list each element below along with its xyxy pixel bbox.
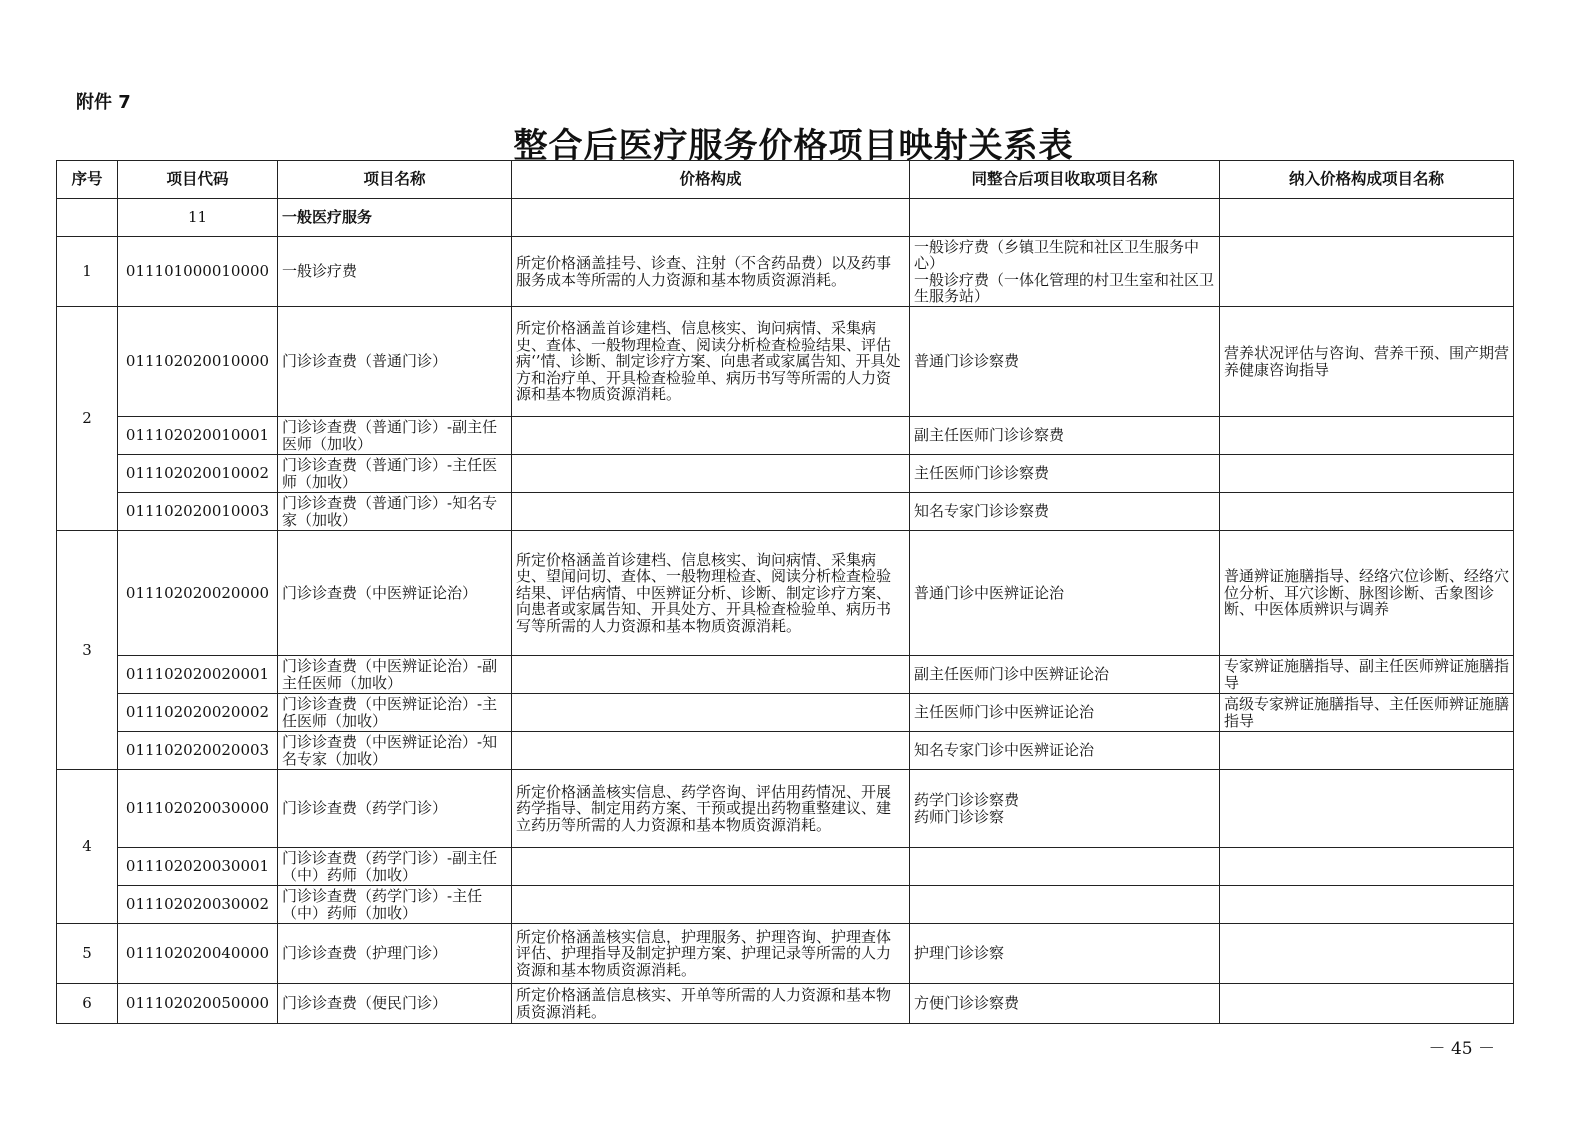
row-composition: 所定价格涵盖挂号、诊查、注射（不含药品费）以及药事服务成本等所需的人力资源和基本物质资源消耗。: [512, 237, 910, 307]
row-name: 门诊诊查费（中医辨证论治）-副主任医师（加收）: [278, 656, 512, 694]
row-composition: [512, 656, 910, 694]
table-row: [57, 307, 1514, 417]
row-code: 011102020040000: [118, 924, 278, 984]
row-included: 普通辨证施膳指导、经络穴位诊断、经络穴位分析、耳穴诊断、脉图诊断、舌象图诊断、中医体质辨识与调养: [1220, 531, 1514, 656]
table-row: [57, 886, 1514, 924]
row-name: 门诊诊查费（中医辨证论治）-知名专家（加收）: [278, 732, 512, 770]
row-code: 011102020010000: [118, 307, 278, 417]
attachment-label: 附件 7: [76, 92, 131, 113]
row-code: 011102020020003: [118, 732, 278, 770]
row-name: 门诊诊查费（护理门诊）: [278, 924, 512, 984]
table-row: [57, 924, 1514, 984]
table-cell: [512, 199, 910, 237]
row-same-name: 护理门诊诊察: [910, 924, 1220, 984]
col-header-name: 项目名称: [278, 161, 512, 199]
table-row: [57, 770, 1514, 848]
row-composition: [512, 455, 910, 493]
row-composition: 所定价格涵盖信息核实、开单等所需的人力资源和基本物质资源消耗。: [512, 984, 910, 1024]
row-code: 011102020010001: [118, 417, 278, 455]
row-same-name: 副主任医师门诊诊察费: [910, 417, 1220, 455]
row-code: 011102020030001: [118, 848, 278, 886]
row-seq: 3: [57, 531, 118, 770]
table-cell: [1220, 199, 1514, 237]
row-included: [1220, 984, 1514, 1024]
table-cell: [910, 199, 1220, 237]
row-same-name: 普通门诊诊察费: [910, 307, 1220, 417]
row-included: 高级专家辨证施膳指导、主任医师辨证施膳指导: [1220, 694, 1514, 732]
row-seq: 2: [57, 307, 118, 531]
col-header-composition: 价格构成: [512, 161, 910, 199]
col-header-seq: 序号: [57, 161, 118, 199]
row-composition: [512, 848, 910, 886]
row-code: 011102020020001: [118, 656, 278, 694]
row-code: 011102020020000: [118, 531, 278, 656]
row-name: 门诊诊查费（普通门诊）: [278, 307, 512, 417]
row-name: 门诊诊查费（便民门诊）: [278, 984, 512, 1024]
row-same-name: 普通门诊中医辨证论治: [910, 531, 1220, 656]
row-name: 门诊诊查费（普通门诊）-主任医师（加收）: [278, 455, 512, 493]
row-name: 门诊诊查费（中医辨证论治）: [278, 531, 512, 656]
row-seq: 6: [57, 984, 118, 1024]
row-code: 011102020030000: [118, 770, 278, 848]
category-name: 一般医疗服务: [278, 199, 512, 237]
row-composition: [512, 886, 910, 924]
row-composition: [512, 493, 910, 531]
row-included: [1220, 237, 1514, 307]
row-composition: [512, 417, 910, 455]
col-header-included: 纳入价格构成项目名称: [1220, 161, 1514, 199]
page-title: 整合后医疗服务价格项目映射关系表: [513, 126, 1074, 166]
col-header-code: 项目代码: [118, 161, 278, 199]
row-seq: 1: [57, 237, 118, 307]
row-name: 门诊诊查费（普通门诊）-副主任医师（加收）: [278, 417, 512, 455]
table-header-row: [57, 161, 1514, 199]
row-included: [1220, 493, 1514, 531]
row-code: 011102020010002: [118, 455, 278, 493]
row-included: 专家辨证施膳指导、副主任医师辨证施膳指导: [1220, 656, 1514, 694]
row-code: 011102020010003: [118, 493, 278, 531]
table-row: [57, 694, 1514, 732]
table-row: [57, 417, 1514, 455]
table-row: [57, 531, 1514, 656]
row-code: 011102020020002: [118, 694, 278, 732]
row-same-name: [910, 848, 1220, 886]
table-row: [57, 455, 1514, 493]
row-name: 门诊诊查费（普通门诊）-知名专家（加收）: [278, 493, 512, 531]
mapping-table: [56, 160, 1514, 1024]
table-row: [57, 848, 1514, 886]
row-same-name: 副主任医师门诊中医辨证论治: [910, 656, 1220, 694]
row-same-name: 知名专家门诊诊察费: [910, 493, 1220, 531]
page-number: － 45 －: [1428, 1039, 1495, 1059]
row-included: [1220, 886, 1514, 924]
row-name: 门诊诊查费（中医辨证论治）-主任医师（加收）: [278, 694, 512, 732]
row-included: 营养状况评估与咨询、营养干预、围产期营养健康咨询指导: [1220, 307, 1514, 417]
row-included: [1220, 417, 1514, 455]
row-same-name: 一般诊疗费（乡镇卫生院和社区卫生服务中心） 一般诊疗费（一体化管理的村卫生室和社区卫生服务站）: [910, 237, 1220, 307]
row-name: 门诊诊查费（药学门诊）-主任（中）药师（加收）: [278, 886, 512, 924]
row-code: 011101000010000: [118, 237, 278, 307]
row-composition: 所定价格涵盖首诊建档、信息核实、询问病情、采集病史、望闻问切、查体、一般物理检查、阅读分析检查检验结果、评估病情、中医辨证分析、诊断、制定诊疗方案、向患者或家属告知、开具处方、开具检查检验单、病历书写等所需的人力资源和基本物质资源消耗。: [512, 531, 910, 656]
row-included: [1220, 770, 1514, 848]
row-name: 一般诊疗费: [278, 237, 512, 307]
row-included: [1220, 732, 1514, 770]
row-same-name: 主任医师门诊诊察费: [910, 455, 1220, 493]
row-same-name: 主任医师门诊中医辨证论治: [910, 694, 1220, 732]
row-seq: 5: [57, 924, 118, 984]
col-header-same-name: 同整合后项目收取项目名称: [910, 161, 1220, 199]
table-row: [57, 656, 1514, 694]
row-included: [1220, 848, 1514, 886]
category-row: [57, 199, 1514, 237]
row-same-name: 知名专家门诊中医辨证论治: [910, 732, 1220, 770]
table-cell: [57, 199, 118, 237]
table-row: [57, 732, 1514, 770]
table-row: [57, 237, 1514, 307]
row-composition: 所定价格涵盖首诊建档、信息核实、询问病情、采集病史、查体、一般物理检查、阅读分析检查检验结果、评估病‘’情、诊断、制定诊疗方案、向患者或家属告知、开具处方和治疗单、开具检查检验单、病历书写等所需的人力资源和基本物质资源消耗。: [512, 307, 910, 417]
row-composition: [512, 732, 910, 770]
table-row: [57, 984, 1514, 1024]
row-composition: 所定价格涵盖核实信息、药学咨询、评估用药情况、开展药学指导、制定用药方案、干预或提出药物重整建议、建立药历等所需的人力资源和基本物质资源消耗。: [512, 770, 910, 848]
row-same-name: [910, 886, 1220, 924]
row-same-name: 药学门诊诊察费 药师门诊诊察: [910, 770, 1220, 848]
row-code: 011102020030002: [118, 886, 278, 924]
row-same-name: 方便门诊诊察费: [910, 984, 1220, 1024]
row-composition: 所定价格涵盖核实信息，护理服务、护理咨询、护理查体评估、护理指导及制定护理方案、护理记录等所需的人力资源和基本物质资源消耗。: [512, 924, 910, 984]
row-code: 011102020050000: [118, 984, 278, 1024]
row-included: [1220, 924, 1514, 984]
row-name: 门诊诊查费（药学门诊）: [278, 770, 512, 848]
row-composition: [512, 694, 910, 732]
table-row: [57, 493, 1514, 531]
row-name: 门诊诊查费（药学门诊）-副主任（中）药师（加收）: [278, 848, 512, 886]
row-seq: 4: [57, 770, 118, 924]
category-code: 11: [118, 199, 278, 237]
row-included: [1220, 455, 1514, 493]
